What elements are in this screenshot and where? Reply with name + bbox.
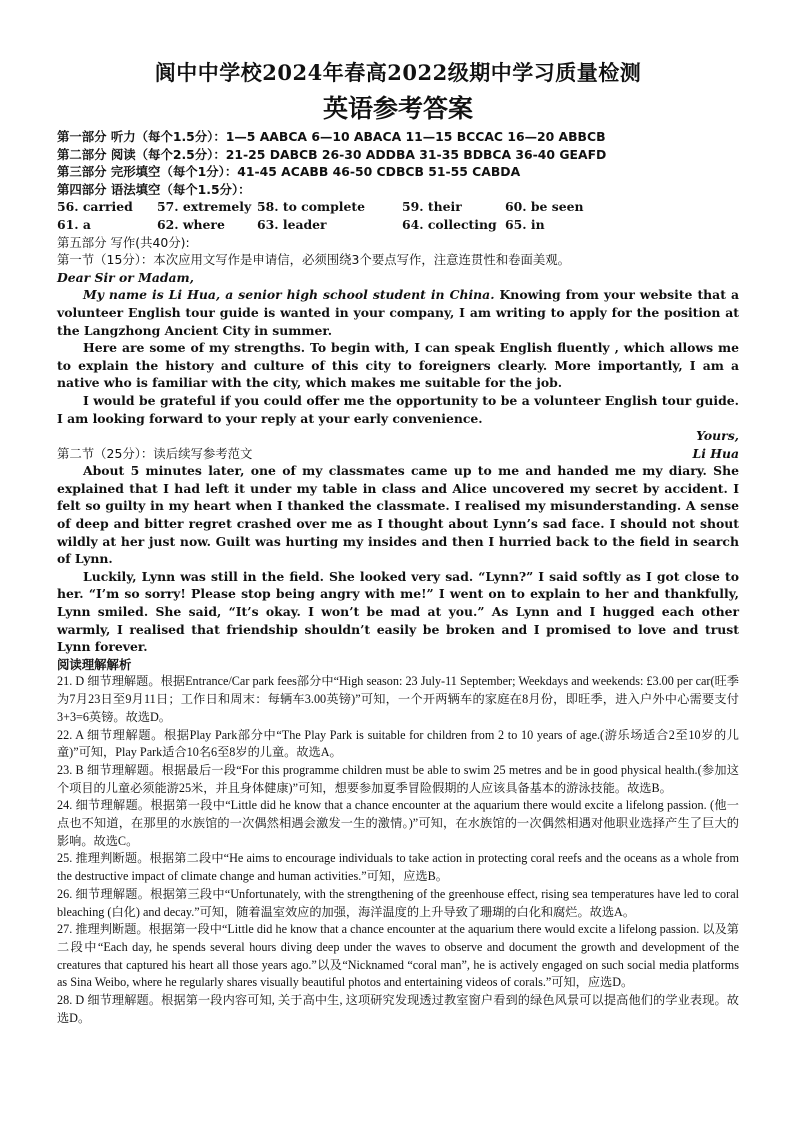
part4-grammar-heading: 第四部分 语法填空（每个1.5分）： xyxy=(57,181,251,197)
part3-cloze-answers: 第三部分 完形填空（每个1分）：41-45 ACABB 46-50 CDBCB 51-55 CABDA xyxy=(57,164,521,180)
analysis-item-25: 25. 推理判断题。根据第二段中“He aims to encourage individuals to take action in protecting coral reefs and the oceans as a whole from the destructive impact of climate change and human activities.”可知，应选B。 xyxy=(57,851,739,884)
analysis-item-21: 21. D 细节理解题。根据Entrance/Car park fees部分中“High season: 23 July-11 September; Weekdays and weekends: £3.00 per car(旺季为7月23日至9月11日；工作日和周末：每辆车3.00英镑)”可知，一个开两辆车的家庭在8月份，即旺季，进入户外中心需要支付3+3=6英镑。故选D。 xyxy=(57,674,739,724)
letter-signature: Li Hua xyxy=(692,445,739,461)
story-paragraph-2: Luckily, Lynn was still in the field. She looked very sad. “Lynn?” I said softly as I got close to her. “I’m so sorry! Please stop being angry with me!” I went on to explain to her and thankfully, Lynn smiled. She said, “It’s okay. I won’t be mad at you.” As Lynn and I hugged each other warmly, I realised that friendship shouldn’t easily be broken and I promised to love and trust Lynn forever. xyxy=(57,568,739,655)
exam-title: 阆中中学校2024年春高2022级期中学习质量检测 xyxy=(154,60,642,85)
grammar-answer: 64. collecting xyxy=(402,216,497,232)
letter-paragraph-2: Here are some of my strengths. To begin with, I can speak English fluently , which allows me to explain the history and culture of this city to foreigners clearly. More importantly, I am a native who is familiar with the city, which makes me suitable for the job. xyxy=(57,340,739,391)
document-title: 英语参考答案 xyxy=(322,94,473,123)
letter-intro-sentence: My name is Li Hua, a senior high school student in China. xyxy=(83,287,495,303)
part5-writing-heading: 第五部分 写作(共40分): xyxy=(57,234,190,250)
letter-paragraph-1-rest: Knowing from your website that a volunteer English tour guide is wanted in your company, I am writing to apply for the position at the Langzhong Ancient City in summer. xyxy=(57,287,739,338)
analysis-item-24: 24. 细节理解题。根据第一段中“Little did he know that a chance encounter at the aquarium there would excite a lifelong passion. (他一点也不知道，在那里的水族馆的一次偶然相遇会激发一生的激情。)”可知，在水族馆的一次偶然相遇对他职业选择产生了巨大的影响。故选C。 xyxy=(57,798,739,848)
part2-reading-answers: 第二部分 阅读（每个2.5分）：21-25 DABCB 26-30 ADDBA 31-35 BDBCA 36-40 GEAFD xyxy=(57,146,607,162)
grammar-answers-row-2 xyxy=(57,216,739,234)
story-paragraph-1: About 5 minutes later, one of my classmates came up to me and handed me my diary. She explained that I had left it under my table in class and Alice uncovered my secret by accident. I felt so guilty in my heart when I thanked the classmate. I realised my misunderstanding. A sense of deep and bitter regret crashed over me as I thought about Lynn’s sad face. I should not shout wildly at her just now. Guilt was hurting my insides and then I hurried back to the field in search of Lynn. xyxy=(57,463,739,567)
analysis-item-26: 26. 细节理解题。根据第三段中“Unfortunately, with the strengthening of the greenhouse effect, rising sea temperatures have led to coral bleaching (白化) and decay.”可知，随着温室效应的加强，海洋温度的上升导致了珊瑚的白化和腐烂。故选A。 xyxy=(57,886,739,919)
grammar-answer: 65. in xyxy=(505,216,545,232)
grammar-answer: 61. a xyxy=(57,216,91,232)
grammar-answer: 62. where xyxy=(157,216,225,232)
letter-paragraph-3: I would be grateful if you could offer me the opportunity to be a volunteer English tour guide. I am looking forward to your reply at your early convenience. xyxy=(57,392,739,426)
grammar-answer: 59. their xyxy=(402,199,462,215)
analysis-item-22: 22. A 细节理解题。根据Play Park部分中“The Play Park is suitable for children from 2 to 10 years of age.(游乐场适合2至10岁的儿童)”可知，Play Park适合10名6至8岁的儿童。故选A。 xyxy=(57,727,739,760)
grammar-answers-row-1 xyxy=(57,198,739,216)
letter-salutation: Dear Sir or Madam, xyxy=(57,269,194,285)
analysis-item-28: 28. D 细节理解题。根据第一段内容可知, 关于高中生, 这项研究发现透过教室窗户看到的绿色风景可以提高他们的学业表现。故选D。 xyxy=(57,993,739,1025)
section1-label: 第一节（15分）：本次应用文写作是申请信，必须围绕3个要点写作，注意连贯性和卷面美观。 xyxy=(57,252,571,268)
grammar-answer: 60. be seen xyxy=(505,199,584,215)
analysis-item-23: 23. B 细节理解题。根据最后一段“For this programme children must be able to swim 25 metres and be in good physical health.(参加这个项目的儿童必须能游25米，并且身体健康)”可知，想要参加夏季冒险假期的人应该具备基本的游泳技能。故选B。 xyxy=(57,762,739,795)
letter-closing: Yours, xyxy=(696,428,739,444)
grammar-answer: 58. to complete xyxy=(257,199,365,215)
answer-key-page xyxy=(57,60,739,1027)
grammar-answer: 56. carried xyxy=(57,199,133,215)
part1-listening-answers: 第一部分 听力（每个1.5分）：1—5 AABCA 6—10 ABACA 11—15 BCCAC 16—20 ABBCB xyxy=(57,129,606,144)
section2-label: 第二节（25分）：读后续写参考范文 xyxy=(57,445,253,461)
letter-paragraph-1 xyxy=(57,286,739,339)
analysis-heading: 阅读理解解析 xyxy=(57,656,132,672)
grammar-answer: 57. extremely xyxy=(157,199,252,215)
analysis-item-27: 27. 推理判断题。根据第一段中“Little did he know that a chance encounter at the aquarium there would excite a lifelong passion. 以及第二段中“Each day, he spends several hours diving deep under the waves to observe and document the growth and development of the creatures that captured his heart all those years ago.”以及“Nicknamed “coral man”, he is actively engaged on such social media platforms as Sina Weibo, where he regularly shares visually beautiful photos and entertaining videos of corals.”可知，应选D。 xyxy=(57,922,739,990)
grammar-answer: 63. leader xyxy=(257,216,327,232)
